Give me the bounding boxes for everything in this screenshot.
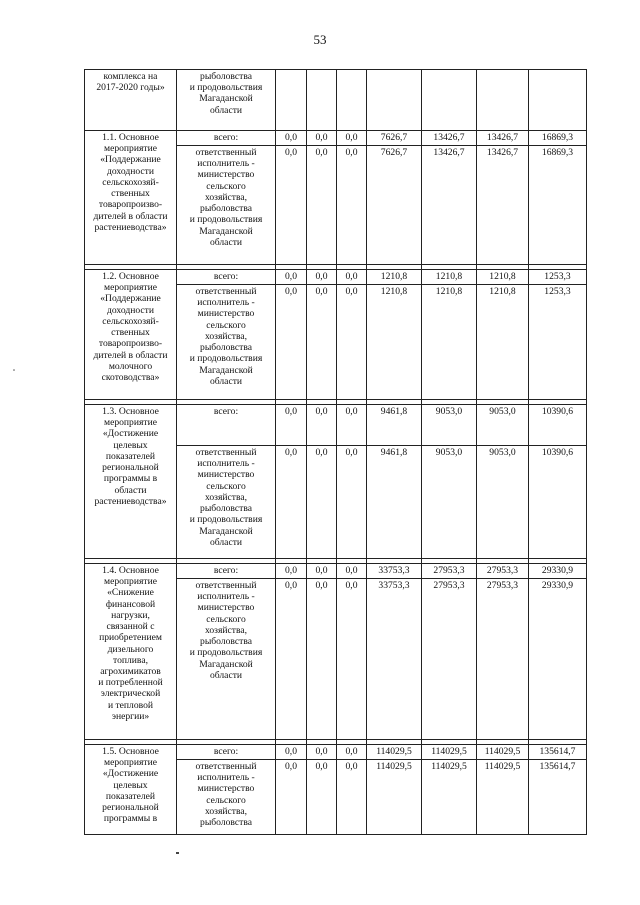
page-number: 53 <box>313 32 327 47</box>
value-cell: 29330,9 <box>529 579 587 740</box>
value-cell: 13426,7 <box>422 131 477 146</box>
value-cell: 9053,0 <box>422 405 477 446</box>
activity-name-cell: комплекса на 2017-2020 годы» <box>85 70 177 131</box>
value-cell: 0,0 <box>276 146 307 265</box>
value-cell: 0,0 <box>337 579 367 740</box>
value-cell: 0,0 <box>307 270 337 285</box>
value-cell: 0,0 <box>307 579 337 740</box>
value-cell: 10390,6 <box>529 405 587 446</box>
value-cell: 33753,3 <box>367 579 422 740</box>
responsible-executor-cell: ответственный исполнитель - министерство сельского хозяйства, рыболовства и продовольствия Магаданской области <box>177 446 276 559</box>
activity-name-cell: 1.5. Основное мероприятие «Достижение целевых показателей региональной программы в <box>85 745 177 835</box>
source-cell: рыболовства и продовольствия Магаданской области <box>177 70 276 131</box>
total-label: всего: <box>177 405 276 446</box>
value-cell: 0,0 <box>307 285 337 400</box>
responsible-executor-cell: ответственный исполнитель - министерство сельского хозяйства, рыболовства и продовольствия Магаданской области <box>177 146 276 265</box>
value-cell: 9461,8 <box>367 446 422 559</box>
activity-name-cell: 1.2. Основное мероприятие «Поддержание доходности сельскохозяй- ственных товаропроизво- дителей в области молочного скотоводства» <box>85 270 177 400</box>
value-cell: 114029,5 <box>367 760 422 835</box>
value-cell: 0,0 <box>276 131 307 146</box>
value-cell: 27953,3 <box>477 579 529 740</box>
activity-name-cell: 1.3. Основное мероприятие «Достижение целевых показателей региональной программы в области растениеводства» <box>85 405 177 559</box>
total-label: всего: <box>177 270 276 285</box>
value-cell: 27953,3 <box>477 564 529 579</box>
value-cell: 114029,5 <box>477 760 529 835</box>
value-cell: 0,0 <box>307 760 337 835</box>
responsible-executor-cell: ответственный исполнитель - министерство сельского хозяйства, рыболовства и продовольствия Магаданской области <box>177 579 276 740</box>
value-cell: 9461,8 <box>367 405 422 446</box>
value-cell: 27953,3 <box>422 564 477 579</box>
value-cell: 0,0 <box>307 745 337 760</box>
value-cell: 0,0 <box>337 745 367 760</box>
value-cell: 0,0 <box>276 564 307 579</box>
value-cell: 0,0 <box>337 146 367 265</box>
value-cell: 0,0 <box>276 270 307 285</box>
value-cell: 114029,5 <box>477 745 529 760</box>
value-cell: 114029,5 <box>367 745 422 760</box>
value-cell: 0,0 <box>276 745 307 760</box>
value-cell: 13426,7 <box>477 131 529 146</box>
value-cell: 33753,3 <box>367 564 422 579</box>
value-cell: 7626,7 <box>367 146 422 265</box>
total-label: всего: <box>177 745 276 760</box>
scan-dot <box>176 852 179 854</box>
value-cell: 1210,8 <box>477 270 529 285</box>
value-cell: 13426,7 <box>422 146 477 265</box>
value-cell: 0,0 <box>276 579 307 740</box>
value-cell: 0,0 <box>337 564 367 579</box>
value-cell: 1210,8 <box>422 285 477 400</box>
value-cell: 1210,8 <box>367 270 422 285</box>
value-cell: 7626,7 <box>367 131 422 146</box>
value-cell: 0,0 <box>337 131 367 146</box>
value-cell: 13426,7 <box>477 146 529 265</box>
total-label: всего: <box>177 131 276 146</box>
value-cell: 29330,9 <box>529 564 587 579</box>
value-cell: 16869,3 <box>529 131 587 146</box>
value-cell: 1210,8 <box>367 285 422 400</box>
responsible-executor-cell: ответственный исполнитель - министерство сельского хозяйства, рыболовства <box>177 760 276 835</box>
value-cell: 0,0 <box>337 270 367 285</box>
value-cell: 0,0 <box>307 131 337 146</box>
responsible-executor-cell: ответственный исполнитель - министерство сельского хозяйства, рыболовства и продовольствия Магаданской области <box>177 285 276 400</box>
value-cell: 0,0 <box>307 405 337 446</box>
scan-dot <box>13 369 15 371</box>
value-cell: 9053,0 <box>422 446 477 559</box>
value-cell: 0,0 <box>337 446 367 559</box>
value-cell: 0,0 <box>337 405 367 446</box>
value-cell: 10390,6 <box>529 446 587 559</box>
value-cell: 1210,8 <box>477 285 529 400</box>
value-cell: 9053,0 <box>477 446 529 559</box>
value-cell: 9053,0 <box>477 405 529 446</box>
value-cell: 1210,8 <box>422 270 477 285</box>
value-cell: 0,0 <box>337 285 367 400</box>
activity-name-cell: 1.4. Основное мероприятие «Снижение финансовой нагрузки, связанной с приобретением дизельного топлива, агрохимикатов и потребленной электрической и тепловой энергии» <box>85 564 177 740</box>
value-cell: 0,0 <box>337 760 367 835</box>
activity-name-cell: 1.1. Основное мероприятие «Поддержание доходности сельскохозяй- ственных товаропроизво- дителей в области растениеводства» <box>85 131 177 265</box>
value-cell: 27953,3 <box>422 579 477 740</box>
total-label: всего: <box>177 564 276 579</box>
value-cell: 135614,7 <box>529 745 587 760</box>
value-cell: 0,0 <box>276 446 307 559</box>
value-cell: 0,0 <box>307 446 337 559</box>
value-cell: 114029,5 <box>422 760 477 835</box>
value-cell: 114029,5 <box>422 745 477 760</box>
value-cell: 1253,3 <box>529 270 587 285</box>
value-cell: 0,0 <box>276 760 307 835</box>
value-cell: 16869,3 <box>529 146 587 265</box>
value-cell: 0,0 <box>307 564 337 579</box>
value-cell: 0,0 <box>307 146 337 265</box>
value-cell: 135614,7 <box>529 760 587 835</box>
value-cell: 1253,3 <box>529 285 587 400</box>
value-cell: 0,0 <box>276 285 307 400</box>
value-cell: 0,0 <box>276 405 307 446</box>
